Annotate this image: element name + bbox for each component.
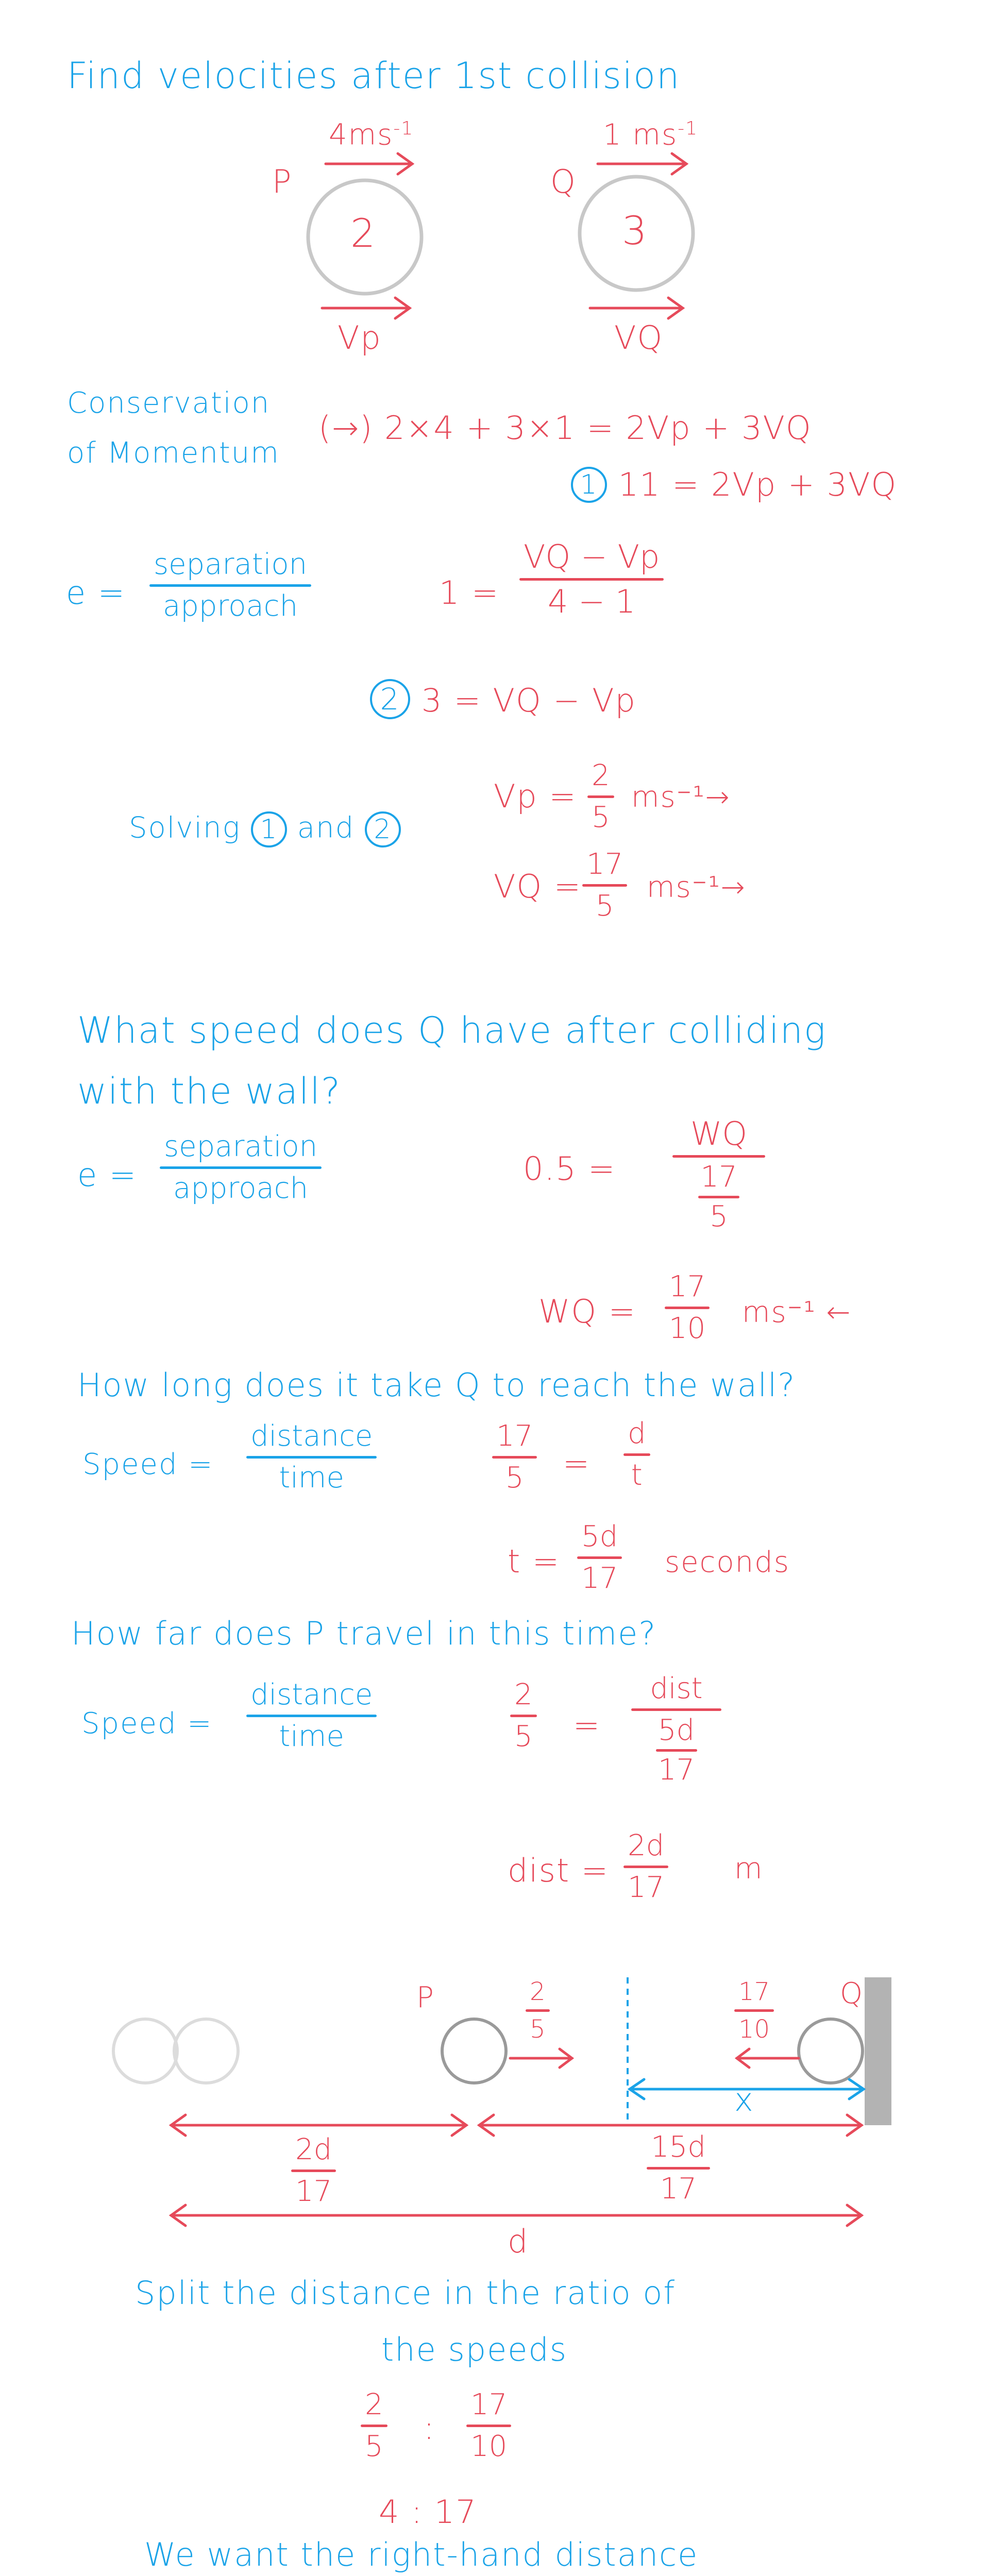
part1-question: Find velocities after 1st collision <box>67 55 681 97</box>
wq-lhs: WQ = <box>538 1293 636 1330</box>
equation-1: 1 11 = 2Vp + 3VQ <box>571 467 897 503</box>
part2-restitution-label: e = <box>77 1156 137 1194</box>
equation-2-number: 2 <box>370 679 410 719</box>
diagram-p-label: P <box>416 1981 435 2014</box>
t-fraction: 5d 17 <box>577 1522 622 1593</box>
restitution-eq-lhs: 1 = <box>439 574 500 612</box>
part4-rhs-fraction: dist 5d 17 <box>631 1674 721 1785</box>
wall <box>865 1977 891 2125</box>
vp-fraction: 2 5 <box>587 761 614 832</box>
ball-p-label: P <box>272 163 293 200</box>
ratio-fraction-1: 2 5 <box>361 2391 387 2461</box>
part3-question: How long does it take Q to reach the wall? <box>77 1366 796 1404</box>
conservation-label-1: Conservation <box>67 386 271 420</box>
part4-speed-label: Speed = <box>81 1707 213 1740</box>
equation-2: 2 3 = VQ − Vp <box>370 679 636 719</box>
want-line1: We want the right-hand distance <box>144 2536 699 2573</box>
ball-q-diagram <box>799 2019 863 2083</box>
part2-question-line1: What speed does Q have after colliding <box>77 1009 827 1052</box>
part4-speed-fraction: distance time <box>246 1681 377 1751</box>
arrow-q-diagram <box>737 2049 799 2067</box>
ball-p-final-velocity: Vp <box>338 319 382 357</box>
diagram-q-label: Q <box>840 1977 864 2010</box>
part3-equals: = <box>563 1445 591 1482</box>
dist-lhs: dist = <box>508 1852 609 1889</box>
diagram-p-speed: 2 5 <box>526 1979 550 2042</box>
diagram-total-distance: d <box>508 2223 529 2260</box>
diagram-right-distance: 15d 17 <box>647 2133 710 2204</box>
ball-q-mass: 3 <box>622 208 648 253</box>
diagram-left-distance: 2d 17 <box>291 2136 336 2206</box>
diagram-q-speed: 17 10 <box>734 1979 774 2042</box>
wq-unit: ms⁻¹ ← <box>742 1296 852 1329</box>
arrow-q-initial <box>598 154 686 174</box>
part4-equals: = <box>573 1706 601 1744</box>
ball-p-initial-speed: $4ms^{-1}$ <box>329 118 414 152</box>
vq-fraction: 17 5 <box>582 850 627 921</box>
equation-1-number: 1 <box>571 467 607 503</box>
arrow-p-diagram <box>510 2049 572 2067</box>
ratio-fraction-2: 17 10 <box>466 2391 511 2461</box>
t-unit: seconds <box>665 1546 790 1579</box>
diagram-x-label: x <box>734 2081 754 2119</box>
part4-question: How far does P travel in this time? <box>71 1615 657 1652</box>
restitution-label: e = <box>66 574 126 612</box>
part2-rhs-fraction: WQ 17 5 <box>672 1118 765 1231</box>
conservation-label-2: of Momentum <box>67 436 280 470</box>
ball-q-label: Q <box>550 163 577 200</box>
vp-lhs: Vp = <box>494 777 577 815</box>
part4-lhs-fraction: 2 5 <box>510 1681 537 1751</box>
split-line1: Split the distance in the ratio of <box>135 2274 676 2312</box>
vp-unit: ms⁻¹→ <box>631 781 731 814</box>
dist-fraction: 2d 17 <box>623 1832 668 1902</box>
ghost-ball-1 <box>113 2019 177 2083</box>
ball-q-initial-speed: 1 $ms^{-1}$ <box>603 118 699 152</box>
part2-lhs: 0.5 = <box>523 1150 616 1188</box>
vq-lhs: VQ = <box>494 868 582 905</box>
ratio-colon: : <box>424 2409 435 2447</box>
arrow-p-final <box>322 298 410 318</box>
solving-label: Solving 1 and 2 <box>129 811 401 848</box>
part2-restitution-fraction: separation approach <box>160 1132 322 1203</box>
ball-p-diagram <box>442 2019 506 2083</box>
part3-lhs-fraction: 17 5 <box>492 1422 537 1493</box>
ghost-ball-2 <box>174 2019 238 2083</box>
part3-speed-fraction: distance time <box>246 1422 377 1493</box>
t-lhs: t = <box>508 1543 560 1580</box>
split-line2: the speeds <box>381 2331 568 2368</box>
arrow-p-initial <box>326 154 412 174</box>
wq-fraction: 17 10 <box>665 1273 710 1343</box>
part3-speed-label: Speed = <box>82 1448 214 1481</box>
part3-rhs-fraction: d t <box>623 1419 650 1490</box>
dist-unit: m <box>734 1852 764 1886</box>
part2-question-line2: with the wall? <box>77 1070 342 1112</box>
ball-p-mass: 2 <box>350 210 377 256</box>
arrow-q-final <box>590 298 683 318</box>
simplified-ratio: 4 : 17 <box>379 2493 477 2531</box>
vq-unit: ms⁻¹→ <box>647 871 746 904</box>
restitution-fraction: separation approach <box>149 550 311 621</box>
momentum-equation: (→) 2×4 + 3×1 = 2Vp + 3VQ <box>318 409 812 447</box>
restitution-eq-fraction: VQ − Vp 4 − 1 <box>519 541 664 618</box>
ball-q-final-velocity: VQ <box>614 319 664 357</box>
left-distance-arrow <box>171 2115 466 2136</box>
